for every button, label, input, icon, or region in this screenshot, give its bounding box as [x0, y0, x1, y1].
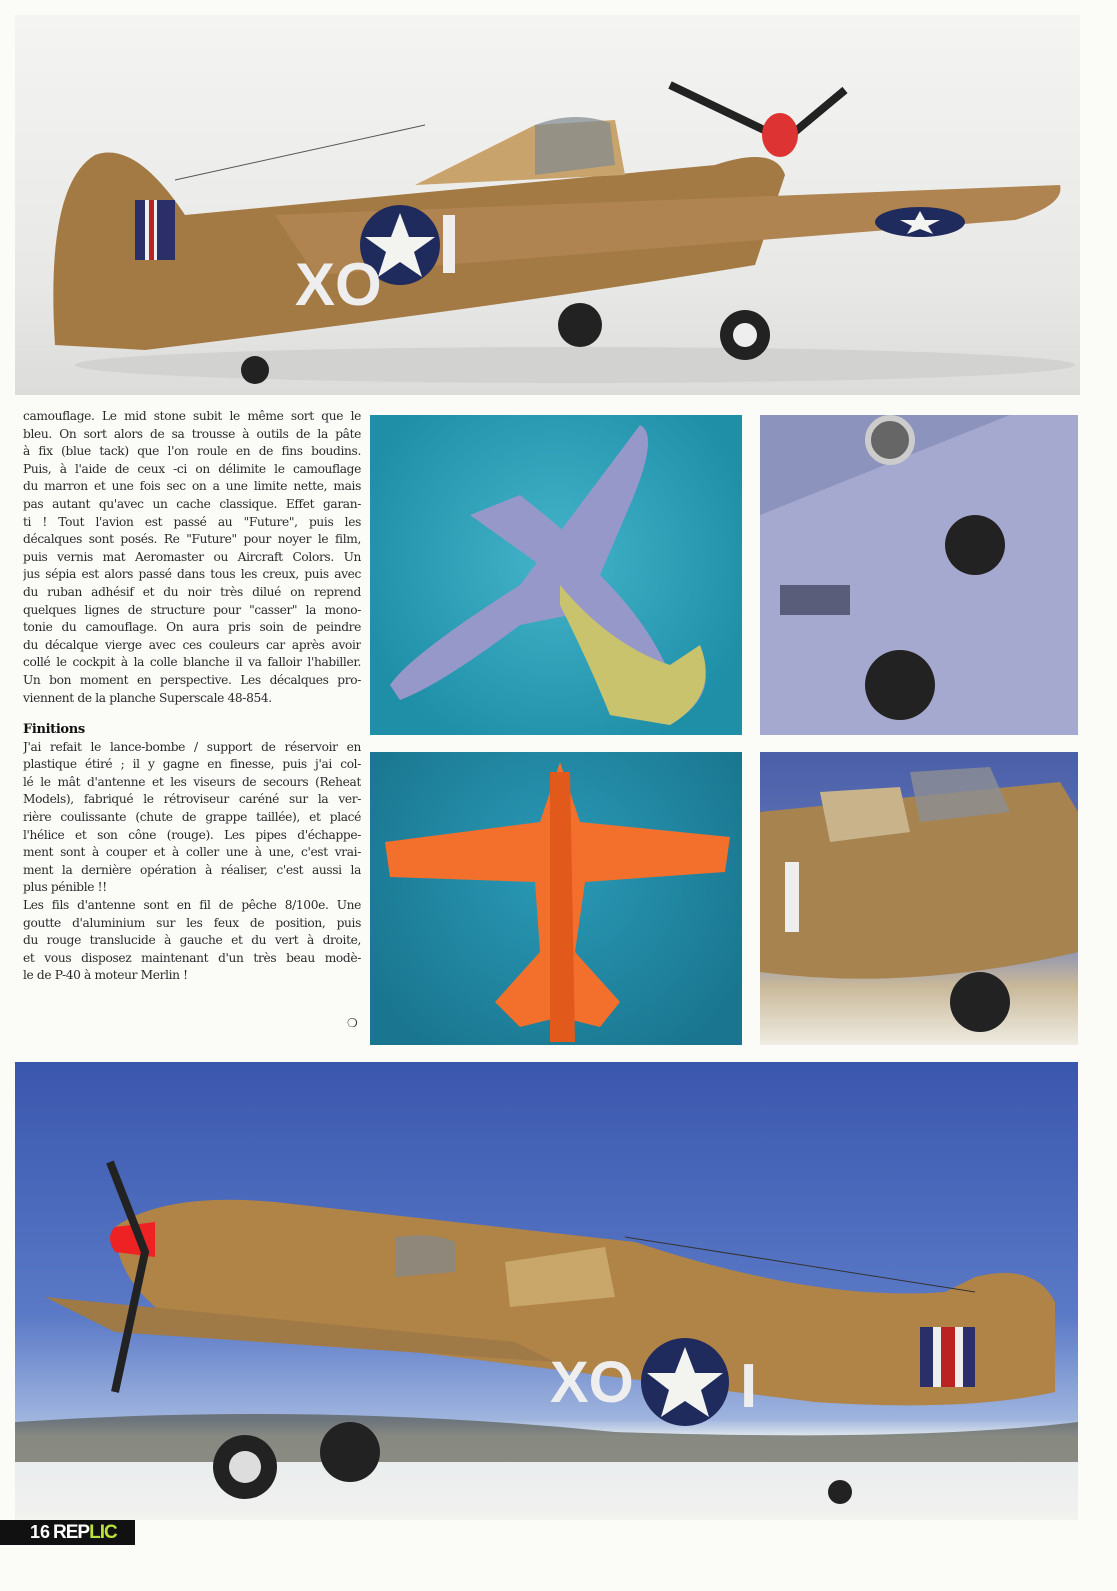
- text-line: Puis, à l'aide de ceux -ci on délimite le camouflage: [23, 461, 361, 476]
- text-line: jus sépia est alors passé dans tous les creux, puis avec: [23, 567, 361, 582]
- article-column: [23, 408, 361, 985]
- section-heading: Finitions: [23, 722, 85, 738]
- page-footer: [0, 1520, 135, 1545]
- text-line: goutte d'aluminium sur les feux de position, puis: [23, 915, 361, 930]
- photo-cockpit-closeup: [760, 752, 1078, 1045]
- text-line: rière coulissante (chute de grappe taillée), et placé: [23, 810, 361, 825]
- text-line: plastique étiré ; il y gagne en finesse, puis j'ai col-: [23, 757, 361, 772]
- text-line: ti ! Tout l'avion est passé au "Future", puis les: [23, 514, 361, 529]
- article-paragraph: [23, 897, 361, 985]
- plane-illustration: [15, 15, 1080, 395]
- text-line: bleu. On sort alors de sa trousse à outils de la pâte: [23, 426, 361, 441]
- text-line: Les fils d'antenne sont en fil de pêche 8/100e. Une: [23, 898, 361, 913]
- text-line: l'hélice et son cône (rouge). Les pipes d'échappe-: [23, 827, 361, 842]
- text-line: du ruban adhésif et du noir très dilué on reprend: [23, 584, 361, 599]
- text-line: ment sont à couper et à coller une à une, c'est vrai-: [23, 845, 361, 860]
- photo-orange-primer-model: [370, 752, 742, 1045]
- text-line: Un bon moment en perspective. Les décalques pro-: [23, 672, 361, 687]
- text-line: J'ai refait le lance-bombe / support de réservoir en: [23, 739, 361, 754]
- text-line: décalques sont posés. Re "Future" pour noyer le film,: [23, 532, 361, 547]
- photo-p40-rear-three-quarter: [15, 15, 1080, 395]
- text-line: pas autant qu'avec un cache classique. Effet garan-: [23, 496, 361, 511]
- fuselage-code: XO: [295, 251, 382, 318]
- magazine-logo: [53, 1522, 117, 1544]
- text-line: du marron et une fois sec on a une limite nette, mais: [23, 479, 361, 494]
- text-line: tonie du camouflage. On aura pris soin de peindre: [23, 620, 361, 635]
- text-line: plus pénible !!: [23, 880, 107, 895]
- text-line: viennent de la planche Superscale 48-854.: [23, 690, 272, 705]
- text-line: du décalque vierge avec ces couleurs car après avoir: [23, 637, 361, 652]
- page-number: 16: [30, 1522, 51, 1542]
- text-line: à fix (blue tack) que l'on roule en de fins boudins.: [23, 444, 361, 459]
- logo-part: LIC: [89, 1521, 117, 1543]
- text-line: camouflage. Le mid stone subit le même sort que le: [23, 409, 361, 423]
- logo-part: REP: [53, 1521, 90, 1543]
- text-line: le de P-40 à moteur Merlin !: [23, 968, 188, 983]
- fuselage-number: I: [740, 1352, 758, 1421]
- text-line: du rouge translucide à gauche et du vert à droite,: [23, 933, 361, 948]
- text-line: lé le mât d'antenne et les viseurs de secours (Reheat: [23, 774, 361, 789]
- text-line: Models), fabriqué le rétroviseur caréné sur la ver-: [23, 792, 361, 807]
- text-line: puis vernis mat Aeromaster ou Aircraft Colors. Un: [23, 549, 361, 564]
- article-paragraph: [23, 408, 361, 707]
- photo-underside-detail: [760, 415, 1078, 735]
- end-of-article-mark: ❍: [347, 1016, 358, 1030]
- photo-p40-side-view: [15, 1062, 1078, 1520]
- text-line: ment la dernière opération à réaliser, c'est aussi la: [23, 862, 361, 877]
- article-paragraph: [23, 739, 361, 897]
- text-line: et vous disposez maintenant d'un très beau modè-: [23, 950, 361, 965]
- text-line: collé le cockpit à la colle blanche il va falloir l'habiller.: [23, 655, 361, 670]
- text-line: quelques lignes de structure pour "casser" la mono-: [23, 602, 361, 617]
- fuselage-code: XO: [550, 1350, 634, 1415]
- photo-underside-blue-model: [370, 415, 742, 735]
